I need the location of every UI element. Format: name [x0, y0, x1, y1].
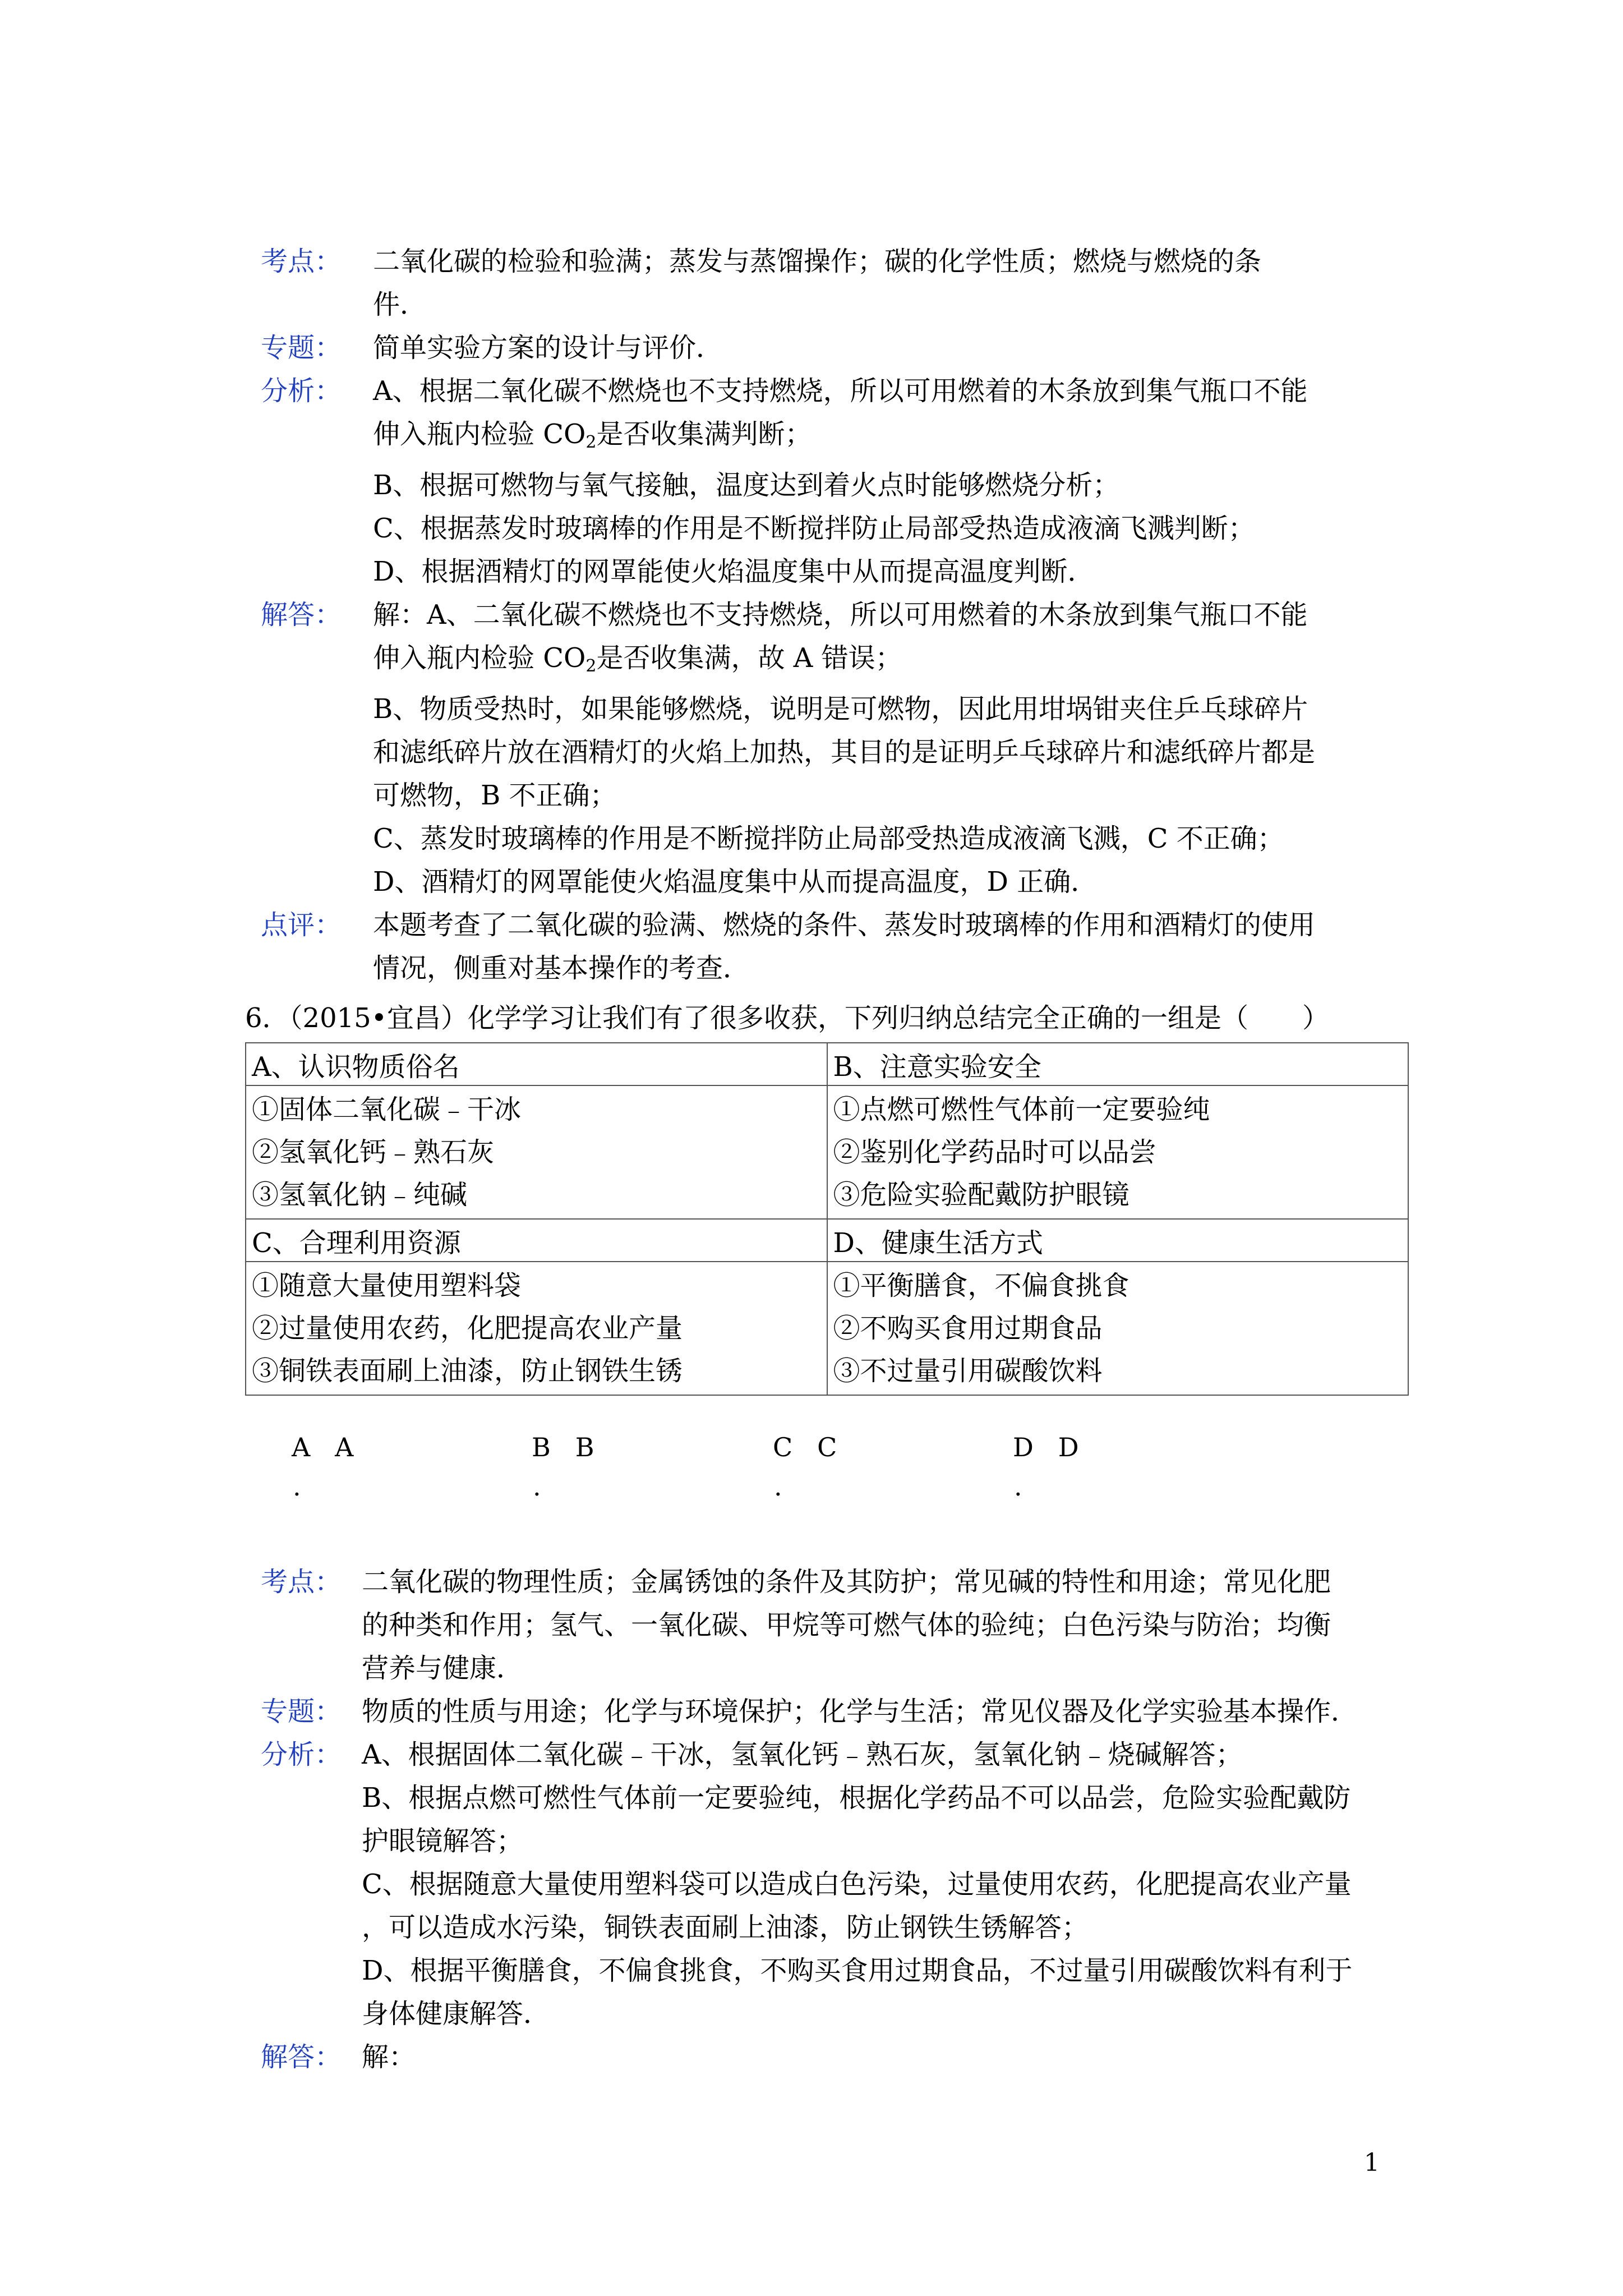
- text-line: A、根据固体二氧化碳﹣干冰，氢氧化钙﹣熟石灰，氢氧化钠﹣烧碱解答；: [362, 1739, 1243, 1770]
- text-line: B、物质受热时，如果能够燃烧，说明是可燃物，因此用坩埚钳夹住乒乓球碎片: [373, 693, 1308, 725]
- table-item: ②过量使用农药，化肥提高农业产量: [252, 1313, 683, 1344]
- text-line: D、根据平衡膳食，不偏食挑食，不购买食用过期食品，不过量引用碳酸饮料有利于: [362, 1955, 1353, 1986]
- kaodian-section: [261, 240, 1410, 326]
- text-line: 护眼镜解答；: [362, 1825, 524, 1857]
- text-line: 解：: [362, 2041, 416, 2073]
- table-item: ③不过量引用碳酸饮料: [833, 1355, 1103, 1387]
- choice-text: C: [817, 1432, 837, 1462]
- option-b-heading: B、注意实验安全: [827, 1043, 1409, 1085]
- dianping-section: [261, 904, 1410, 990]
- choice-text: B: [575, 1432, 594, 1462]
- table-item: ①固体二氧化碳﹣干冰: [252, 1094, 522, 1125]
- text-line: B、根据点燃可燃性气体前一定要验纯，根据化学药品不可以品尝，危险实验配戴防: [362, 1782, 1351, 1814]
- text-line: [373, 413, 1410, 464]
- choice-c[interactable]: [773, 1428, 837, 1506]
- option-c-items: [246, 1262, 827, 1395]
- text-line: C、根据蒸发时玻璃棒的作用是不断搅拌防止局部受热造成液滴飞溅判断；: [373, 513, 1255, 544]
- zhuanti-section: [261, 1690, 1410, 1733]
- text-line: 简单实验方案的设计与评价．: [373, 332, 723, 364]
- text-line: 营养与健康．: [362, 1653, 524, 1684]
- zhuanti-label: 专题：: [261, 1696, 342, 1727]
- subscript: 2: [585, 656, 597, 676]
- text-line: C、根据随意大量使用塑料袋可以造成白色污染，过量使用农药，化肥提高农业产量: [362, 1869, 1352, 1900]
- zhuanti-section: [261, 326, 1410, 370]
- table-item: ②鉴别化学药品时可以品尝: [833, 1137, 1156, 1168]
- choice-dot: .: [293, 1471, 301, 1502]
- choice-dot: .: [533, 1471, 541, 1502]
- page-number: 1: [1364, 2148, 1380, 2177]
- fenxi-label: 分析：: [261, 1739, 342, 1770]
- jieda-section: [261, 2036, 1410, 2079]
- table-item: ②不购买食用过期食品: [833, 1313, 1103, 1344]
- kaodian-section: [261, 1561, 1410, 1690]
- choice-text: D: [1058, 1432, 1079, 1462]
- text-line: 本题考查了二氧化碳的验满、燃烧的条件、蒸发时玻璃棒的作用和酒精灯的使用: [373, 909, 1316, 941]
- text-line: D、酒精灯的网罩能使火焰温度集中从而提高温度，D 正确．: [373, 866, 1098, 898]
- text-line: 解：A、二氧化碳不燃烧也不支持燃烧，所以可用燃着的木条放到集气瓶口不能: [373, 599, 1308, 631]
- text-line: [373, 637, 1410, 688]
- choice-letter: A: [292, 1432, 311, 1462]
- fenxi-section: [261, 1733, 1410, 2036]
- text-line: 身体健康解答．: [362, 1998, 551, 2030]
- jieda-label: 解答：: [261, 2041, 342, 2073]
- choice-dot: .: [774, 1471, 782, 1502]
- option-c-heading: C、合理利用资源: [246, 1219, 827, 1262]
- prev-analysis: [261, 240, 1410, 990]
- text-line: D、根据酒精灯的网罩能使火焰温度集中从而提高温度判断．: [373, 556, 1095, 587]
- choice-letter: D: [1013, 1432, 1034, 1462]
- fenxi-section: [261, 370, 1410, 593]
- text-line: ，可以造成水污染，铜铁表面刷上油漆，防止钢铁生锈解答；: [362, 1912, 1089, 1943]
- text-line: B、根据可燃物与氧气接触，温度达到着火点时能够燃烧分析；: [373, 470, 1120, 501]
- table-item: ①点燃可燃性气体前一定要验纯: [833, 1094, 1210, 1125]
- kaodian-label: 考点：: [261, 1566, 342, 1598]
- choice-a[interactable]: [292, 1428, 353, 1506]
- kaodian-label: 考点：: [261, 246, 342, 277]
- text-line: C、蒸发时玻璃棒的作用是不断搅拌防止局部受热造成液滴飞溅，C 不正确；: [373, 823, 1284, 854]
- choice-text: A: [335, 1432, 354, 1462]
- table-item: ①随意大量使用塑料袋: [252, 1270, 522, 1301]
- table-item: ①平衡膳食，不偏食挑食: [833, 1270, 1129, 1301]
- option-b-items: [827, 1085, 1409, 1219]
- jieda-section: [261, 593, 1410, 904]
- text-line: 件．: [373, 289, 427, 320]
- text-line: 情况，侧重对基本操作的考查．: [373, 953, 750, 984]
- question-6-stem: 6．（2015•宜昌）化学学习让我们有了很多收获，下列归纳总结完全正确的一组是（ ）: [245, 1002, 1330, 1034]
- subscript: 2: [585, 432, 597, 452]
- fenxi-label: 分析：: [261, 375, 342, 407]
- table-item: ③氢氧化钠﹣纯碱: [252, 1179, 468, 1211]
- choice-dot: .: [1014, 1471, 1022, 1502]
- option-a-items: [246, 1085, 827, 1219]
- text-fragment: 伸入瓶内检验 CO: [373, 418, 586, 450]
- text-line: 二氧化碳的物理性质；金属锈蚀的条件及其防护；常见碱的特性和用途；常见化肥: [362, 1566, 1331, 1598]
- choice-d[interactable]: [1013, 1428, 1079, 1506]
- zhuanti-label: 专题：: [261, 332, 342, 364]
- text-line: 二氧化碳的检验和验满；蒸发与蒸馏操作；碳的化学性质；燃烧与燃烧的条: [373, 246, 1262, 277]
- option-d-items: [827, 1262, 1409, 1395]
- text-line: A、根据二氧化碳不燃烧也不支持燃烧，所以可用燃着的木条放到集气瓶口不能: [373, 375, 1308, 407]
- dianping-label: 点评：: [261, 909, 342, 941]
- options-table: [245, 1042, 1409, 1396]
- text-fragment: 是否收集满判断；: [596, 418, 812, 450]
- table-item: ③铜铁表面刷上油漆，防止钢铁生锈: [252, 1355, 683, 1387]
- choice-b[interactable]: [532, 1428, 594, 1506]
- text-line: 可燃物，B 不正确；: [373, 780, 617, 811]
- choice-letter: C: [773, 1432, 793, 1462]
- text-line: 和滤纸碎片放在酒精灯的火焰上加热，其目的是证明乒乓球碎片和滤纸碎片都是: [373, 737, 1316, 768]
- option-a-heading: A、认识物质俗名: [246, 1043, 827, 1085]
- table-item: ③危险实验配戴防护眼镜: [833, 1179, 1129, 1211]
- option-d-heading: D、健康生活方式: [827, 1219, 1409, 1262]
- text-line: 物质的性质与用途；化学与环境保护；化学与生活；常见仪器及化学实验基本操作．: [362, 1696, 1358, 1727]
- q6-analysis: [261, 1561, 1410, 2079]
- text-fragment: 伸入瓶内检验 CO: [373, 642, 586, 674]
- text-fragment: 是否收集满，故 A 错误；: [596, 642, 902, 674]
- choice-letter: B: [532, 1432, 551, 1462]
- table-item: ②氢氧化钙﹣熟石灰: [252, 1137, 495, 1168]
- text-line: 的种类和作用；氢气、一氧化碳、甲烷等可燃气体的验纯；白色污染与防治；均衡: [362, 1609, 1331, 1641]
- jieda-label: 解答：: [261, 599, 342, 631]
